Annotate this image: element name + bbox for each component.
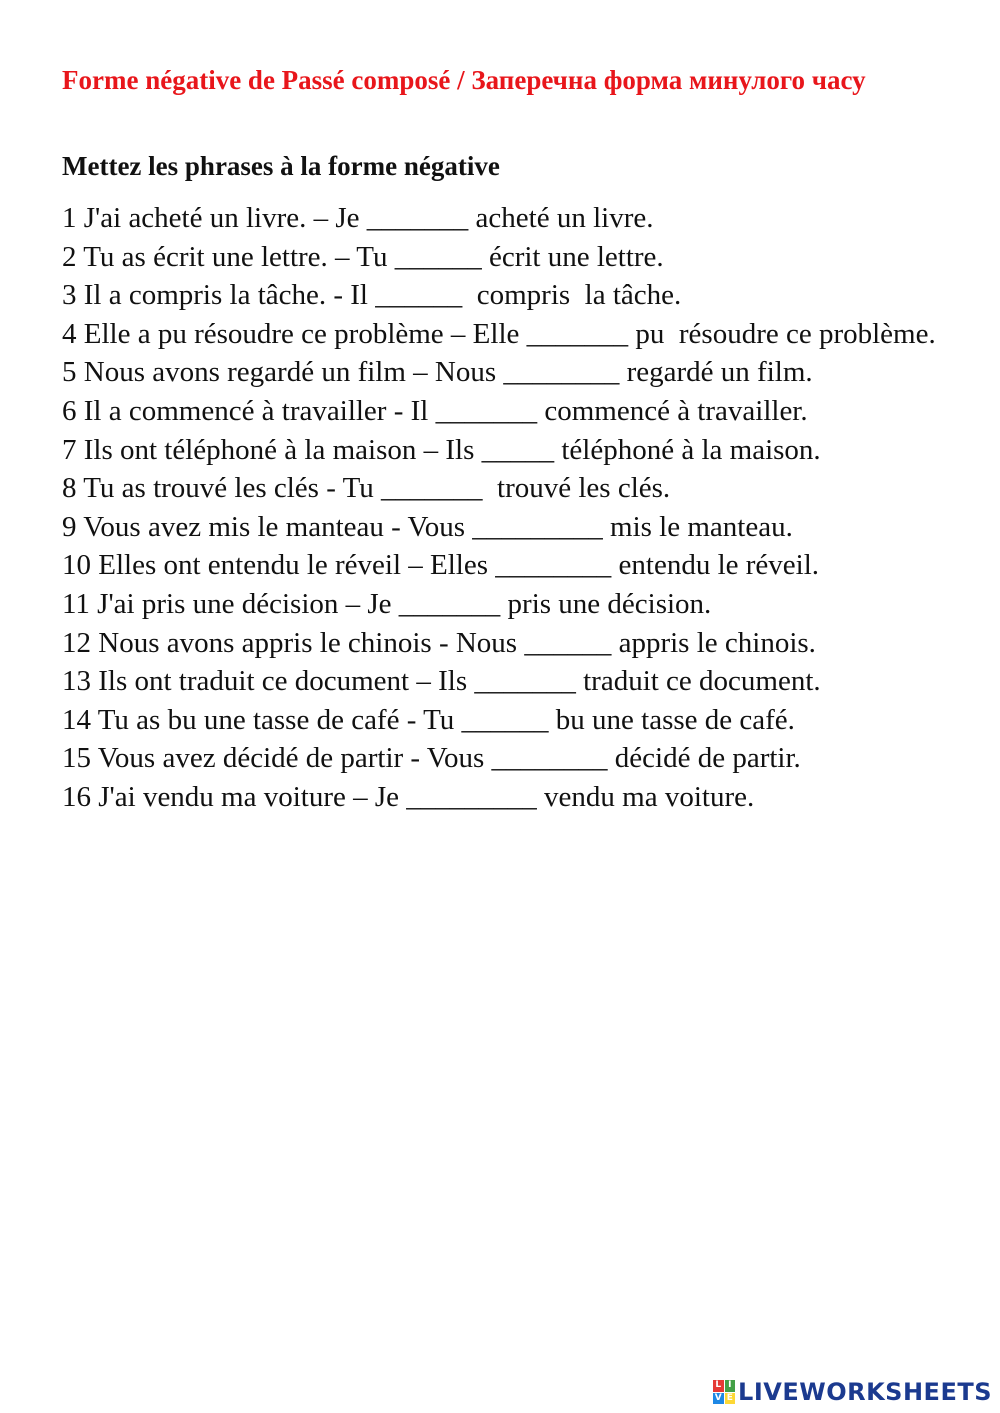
logo-mark-letter: E [725, 1393, 736, 1405]
exercise-item: 15 Vous avez décidé de partir - Vous ________ décidé de partir. [62, 742, 801, 775]
exercise-item: 9 Vous avez mis le manteau - Vous _________ mis le manteau. [62, 510, 793, 543]
exercise-item: 4 Elle a pu résoudre ce problème – Elle _______ pu résoudre ce problème. [62, 317, 936, 350]
liveworksheets-logo [713, 1377, 992, 1407]
exercise-item: 3 Il a compris la tâche. - Il ______ compris la tâche. [62, 279, 682, 312]
exercise-item: 16 J'ai vendu ma voiture – Je _________ vendu ma voiture. [62, 780, 755, 813]
liveworksheets-logo-icon [713, 1380, 735, 1404]
exercise-item: 13 Ils ont traduit ce document – Ils _______ traduit ce document. [62, 665, 821, 698]
exercise-item: 11 J'ai pris une décision – Je _______ pris une décision. [62, 587, 712, 620]
exercise-item: 8 Tu as trouvé les clés - Tu _______ trouvé les clés. [62, 472, 671, 505]
exercise-item: 10 Elles ont entendu le réveil – Elles ________ entendu le réveil. [62, 549, 820, 582]
logo-mark-letter: V [714, 1392, 722, 1403]
exercise-item: 1 J'ai acheté un livre. – Je _______ acheté un livre. [62, 202, 654, 234]
worksheet-instruction: Mettez les phrases à la forme négative [62, 151, 500, 181]
exercise-item: 5 Nous avons regardé un film – Nous ________ regardé un film. [62, 356, 813, 389]
exercise-item: 7 Ils ont téléphoné à la maison – Ils _____ téléphoné à la maison. [62, 433, 821, 466]
logo-mark-letter: I [725, 1380, 736, 1392]
exercise-item: 14 Tu as bu une tasse de café - Tu ______ bu une tasse de café. [62, 703, 795, 736]
exercise-item: 12 Nous avons appris le chinois - Nous ______ appris le chinois. [62, 626, 816, 659]
logo-text: LIVEWORKSHEETS [738, 1378, 992, 1406]
exercise-item: 2 Tu as écrit une lettre. – Tu ______ écrit une lettre. [62, 240, 664, 273]
logo-mark-letter: L [713, 1380, 724, 1392]
exercise-list [62, 199, 942, 817]
exercise-item: 6 Il a commencé à travailler - Il _______ commencé à travailler. [62, 394, 808, 427]
worksheet-title: Forme négative de Passé composé / Заперечна форма минулого часу [62, 65, 866, 95]
